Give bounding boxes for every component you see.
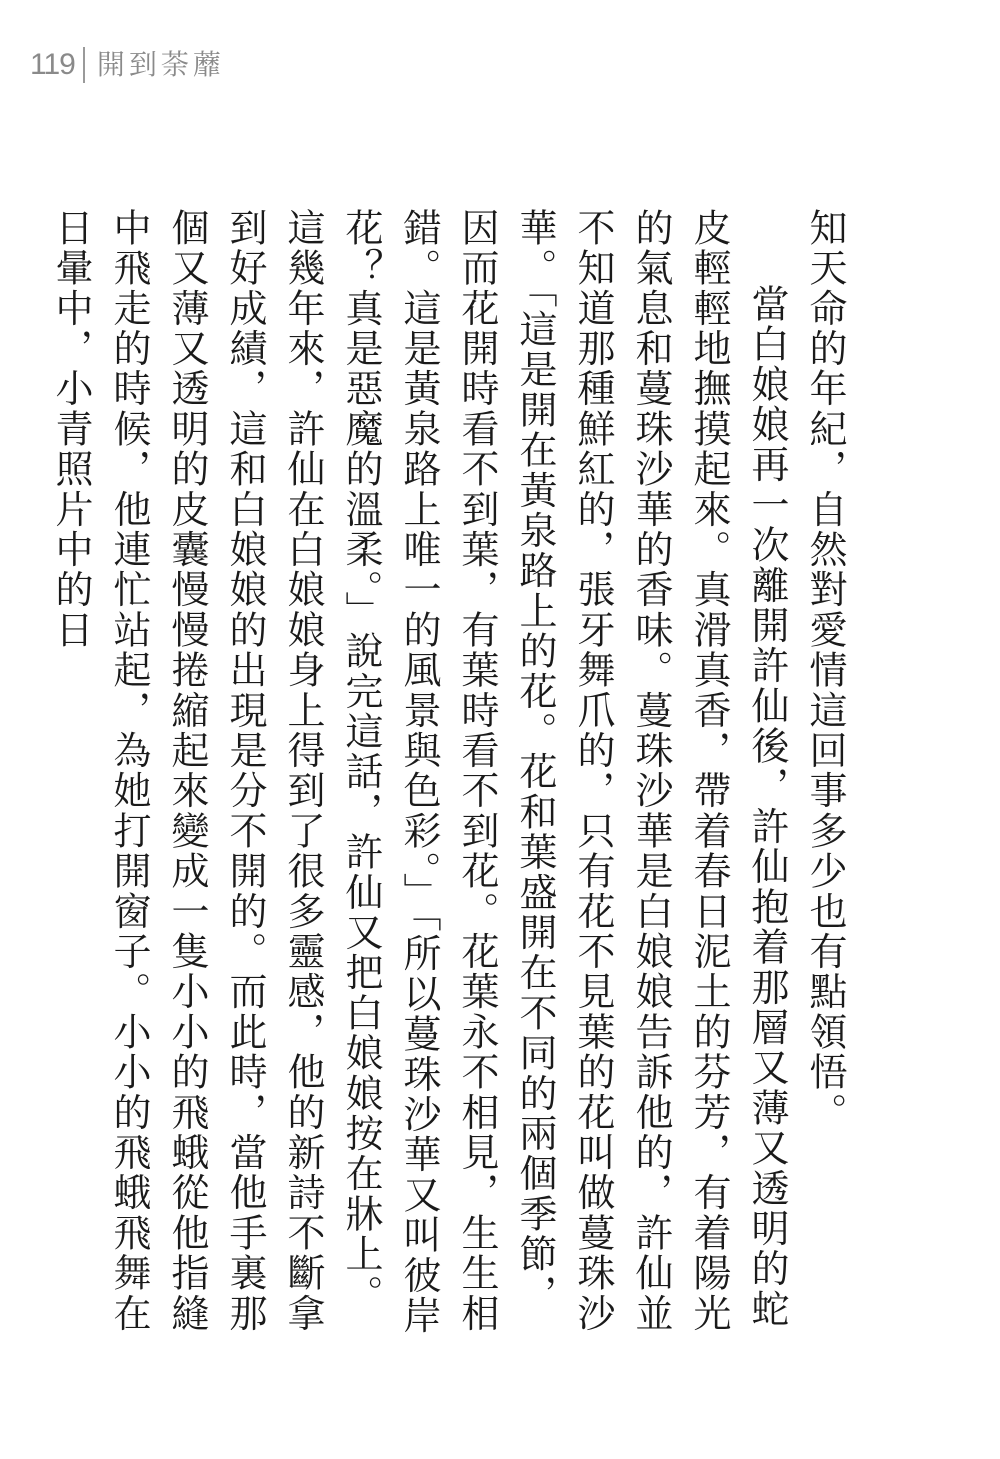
page-header	[30, 40, 225, 90]
body-text	[49, 208, 854, 1348]
running-title: 開到荼蘼	[96, 48, 225, 81]
header-divider	[83, 47, 85, 83]
page-number: 119	[30, 48, 75, 81]
paragraph-continued: 知天命的年紀，自然對愛情這回事多少也有點領悟。	[803, 208, 847, 1133]
paragraph: 當白娘娘再一次離開許仙後，許仙抱着那層又薄又透明的蛇皮輕輕地撫摸起來。真滑真香，帶着春日泥土的芬芳，有着陽光的氣息和蔓珠沙華的香味。蔓珠沙華是白娘娘告訴他的，許仙並不知道那種鮮紅的，張牙舞爪的，只有花不見葉的花叫做蔓珠沙華。「這是開在黃泉路上的花。花和葉盛開在不同的兩個季節，因而花開時看不到葉，有葉時看不到花。花葉永不相見，生生相錯。這是黃泉路上唯一的風景與色彩。」「所以蔓珠沙華又叫彼岸花？真是惡魔的溫柔。」說完這話，許仙又把白娘娘按在牀上。這幾年來，許仙在白娘娘身上得到了很多靈感，他的新詩不斷拿到好成績，這和白娘娘的出現是分不開的。而此時，當他手裏那個又薄又透明的皮囊慢慢捲縮起來變成一隻小小的飛蛾從他指縫中飛走的時候，他連忙站起，為她打開窗子。小小的飛蛾飛舞在日暈中，小青照片中的日	[49, 208, 789, 1336]
